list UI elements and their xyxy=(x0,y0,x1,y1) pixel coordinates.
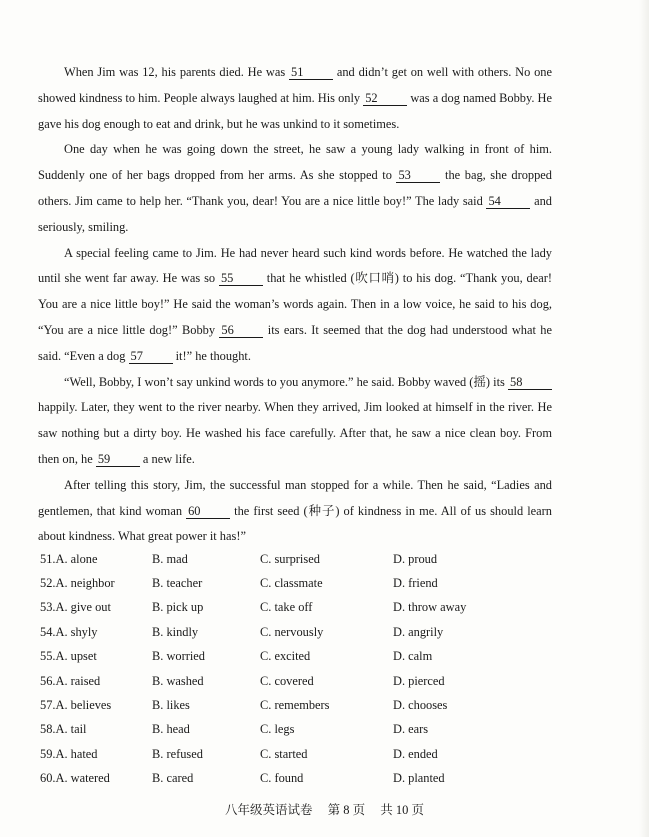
paragraph xyxy=(38,241,552,370)
option-b: B. worried xyxy=(152,649,205,664)
passage-text: its ears. It seemed that the dog had understood what he said. “Even a dog xyxy=(38,322,552,363)
option-a-cell xyxy=(40,576,152,591)
question-options-row xyxy=(40,645,560,669)
option-b: B. kindly xyxy=(152,624,199,639)
question-options-row xyxy=(40,547,560,571)
question-options-row xyxy=(40,693,560,717)
footer-page: 第 8 页 xyxy=(327,803,366,817)
passage-text: and seriously, smiling. xyxy=(38,193,552,234)
option-a: A. raised xyxy=(55,673,101,688)
passage-text: After telling this story, Jim, the successful man stopped for a while. Then he said, “Ladies and gentlemen, that kind woman xyxy=(38,477,552,518)
blank-53: 53 xyxy=(396,168,440,183)
option-d: D. planted xyxy=(393,771,445,786)
passage-text: happily. Later, they went to the river nearby. When they arrived, Jim looked at himself in the river. He saw nothing but a dirty boy. He washed his face carefully. After that, he saw a nice clean boy. From then on, he xyxy=(38,400,552,466)
blank-51: 51 xyxy=(289,65,333,80)
question-number: 54. xyxy=(40,624,56,639)
question-number: 59. xyxy=(40,746,56,761)
question-options-row xyxy=(40,767,560,791)
question-number: 57. xyxy=(40,698,56,713)
passage-text: A special feeling came to Jim. He had never heard such kind words before. He watched the lady until she went far away. He was so xyxy=(38,245,552,286)
option-a-cell xyxy=(40,747,152,762)
question-number: 60. xyxy=(40,771,56,786)
option-d: D. throw away xyxy=(393,600,467,615)
blank-54: 54 xyxy=(486,194,530,209)
question-number: 56. xyxy=(40,673,56,688)
option-c: C. take off xyxy=(260,600,313,615)
passage xyxy=(38,60,552,550)
question-options-row xyxy=(40,742,560,766)
option-d: D. calm xyxy=(393,649,433,664)
option-c: C. started xyxy=(260,746,308,761)
option-a-cell xyxy=(40,698,152,713)
question-number: 53. xyxy=(40,600,56,615)
option-a: A. watered xyxy=(55,771,110,786)
paragraph xyxy=(38,370,552,473)
passage-text: and didn’t get on well with others. No one showed kindness to him. People always laughed at him. His only xyxy=(38,65,552,105)
question-options-row xyxy=(40,718,560,742)
option-a-cell xyxy=(40,674,152,689)
option-c: C. classmate xyxy=(260,576,323,591)
option-a-cell xyxy=(40,722,152,737)
blank-56: 56 xyxy=(219,323,263,338)
option-c: C. excited xyxy=(260,649,311,664)
page-edge-shadow xyxy=(639,0,649,837)
question-number: 52. xyxy=(40,576,56,591)
footer-title: 八年级英语试卷 xyxy=(224,803,313,817)
question-options-row xyxy=(40,669,560,693)
option-c: C. nervously xyxy=(260,624,324,639)
blank-59: 59 xyxy=(96,452,140,467)
paragraph xyxy=(38,60,552,137)
blank-52: 52 xyxy=(363,91,407,106)
paragraph xyxy=(38,137,552,240)
blank-57: 57 xyxy=(129,349,173,364)
option-a-cell xyxy=(40,625,152,640)
option-a: A. neighbor xyxy=(55,576,115,591)
option-a-cell xyxy=(40,771,152,786)
question-options-row xyxy=(40,596,560,620)
option-b: B. head xyxy=(152,722,190,737)
option-d: D. pierced xyxy=(393,673,445,688)
option-a: A. hated xyxy=(55,746,98,761)
option-a: A. upset xyxy=(55,649,97,664)
option-a: A. shyly xyxy=(55,624,98,639)
option-d: D. angrily xyxy=(393,624,444,639)
passage-text: “Well, Bobby, I won’t say unkind words to you anymore.” he said. Bobby waved (摇) its xyxy=(64,374,508,389)
passage-text: One day when he was going down the street, he saw a young lady walking in front of him. Suddenly one of her bags dropped from her arms. As she stopped to xyxy=(38,142,552,183)
option-c: C. surprised xyxy=(260,551,320,566)
question-number: 51. xyxy=(40,551,56,566)
option-b: B. likes xyxy=(152,698,190,713)
option-b: B. refused xyxy=(152,746,203,761)
passage-text: the bag, she dropped others. Jim came to help her. “Thank you, dear! You are a nice little boy!” The lady said xyxy=(38,168,552,208)
option-a-cell xyxy=(40,552,152,567)
option-d: D. ears xyxy=(393,722,429,737)
option-b: B. washed xyxy=(152,673,204,688)
option-d: D. ended xyxy=(393,746,438,761)
option-b: B. cared xyxy=(152,771,194,786)
option-b: B. mad xyxy=(152,551,188,566)
passage-text: that he whistled (吹口哨) to his dog. “Thank you, dear! You are a nice little boy!” He said the woman’s words again. Then in a low voice, he said to his dog, “You are a nice little dog!” Bobby xyxy=(38,271,552,337)
options-list xyxy=(40,547,560,791)
option-b: B. pick up xyxy=(152,600,204,615)
option-c: C. remembers xyxy=(260,698,330,713)
blank-55: 55 xyxy=(219,271,263,286)
option-d: D. chooses xyxy=(393,698,448,713)
question-number: 58. xyxy=(40,722,56,737)
page-footer xyxy=(0,800,649,818)
passage-text: it!” he thought. xyxy=(172,348,251,363)
question-number: 55. xyxy=(40,649,56,664)
option-a-cell xyxy=(40,600,152,615)
option-d: D. proud xyxy=(393,551,438,566)
passage-text: a new life. xyxy=(139,451,195,466)
option-a: A. tail xyxy=(55,722,87,737)
passage-text: the first seed (种子) of kindness in me. All of us should learn about kindness. What great power it has!” xyxy=(38,503,552,544)
option-a-cell xyxy=(40,649,152,664)
question-options-row xyxy=(40,620,560,644)
blank-60: 60 xyxy=(186,504,230,519)
question-options-row xyxy=(40,571,560,595)
footer-total: 共 10 页 xyxy=(380,803,425,817)
option-b: B. teacher xyxy=(152,576,203,591)
passage-text: was a dog named Bobby. He gave his dog enough to eat and drink, but he was unkind to it sometimes. xyxy=(38,90,552,131)
passage-text: When Jim was 12, his parents died. He was xyxy=(64,65,290,79)
option-d: D. friend xyxy=(393,576,438,591)
option-a: A. believes xyxy=(55,698,112,713)
option-c: C. covered xyxy=(260,673,314,688)
option-c: C. found xyxy=(260,771,304,786)
blank-58: 58 xyxy=(508,375,552,390)
option-c: C. legs xyxy=(260,722,295,737)
option-a: A. give out xyxy=(55,600,111,615)
option-a: A. alone xyxy=(55,551,98,566)
paragraph xyxy=(38,473,552,550)
